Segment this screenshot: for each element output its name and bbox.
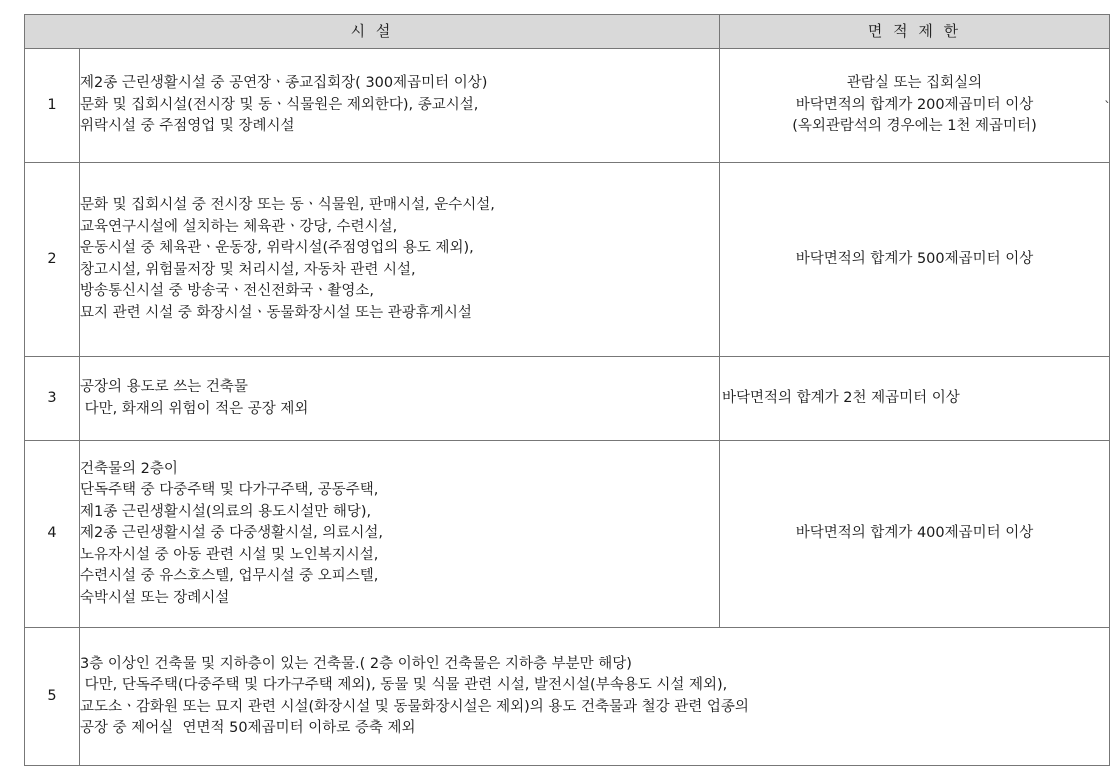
- facility-line: 노유자시설 중 아동 관련 시설 및 노인복지시설,: [80, 546, 379, 563]
- stray-backtick-mark: `: [1104, 100, 1111, 116]
- area-line: 바닥면적의 합계가 400제곱미터 이상: [795, 525, 1034, 542]
- facility-line: 위락시설 중 주점영업 및 장례시설: [80, 118, 295, 135]
- table-row: [25, 49, 1110, 163]
- row-number: 2: [25, 163, 80, 357]
- facility-cell: [80, 357, 720, 441]
- table-header-row: [25, 15, 1110, 49]
- facility-line: 숙박시설 또는 장례시설: [80, 589, 230, 606]
- facility-area-limit-table: [24, 14, 1110, 766]
- facility-line: 수련시설 중 유스호스텔, 업무시설 중 오피스텔,: [80, 568, 379, 585]
- facility-line: 운동시설 중 체육관ㆍ운동장, 위락시설(주점영업의 용도 제외),: [80, 240, 474, 256]
- facility-line: 단독주택 중 다중주택 및 다가구주택, 공동주택,: [80, 482, 379, 499]
- facility-line: 다만, 단독주택(다중주택 및 다가구주택 제외), 동물 및 식물 관련 시설, 발전시설(부속용도 시설 제외),: [80, 677, 728, 693]
- row-number: 3: [25, 357, 80, 441]
- facility-line: 묘지 관련 시설 중 화장시설ㆍ동물화장시설 또는 관광휴게시설: [80, 304, 472, 321]
- area-line: 바닥면적의 합계가 2천 제곱미터 이상: [722, 389, 960, 406]
- area-limit-cell: [720, 441, 1110, 628]
- row-number: 4: [25, 441, 80, 628]
- facility-cell: [80, 49, 720, 163]
- header-area-limit: 면 적 제 한: [720, 15, 1110, 49]
- facility-cell: [80, 441, 720, 628]
- row-number: 1: [25, 49, 80, 163]
- facility-cell: [80, 628, 1110, 766]
- area-limit-cell: [720, 357, 1110, 441]
- facility-line: 문화 및 집회시설(전시장 및 동ㆍ식물원은 제외한다), 종교시설,: [80, 96, 479, 113]
- facility-line: 제1종 근린생활시설(의료의 용도시설만 해당),: [80, 503, 372, 520]
- table-row: [25, 441, 1110, 628]
- area-line: 관람실 또는 집회실의: [846, 75, 983, 92]
- facility-line: 공장의 용도로 쓰는 건축물: [80, 379, 248, 395]
- facility-line: 교도소ㆍ감화원 또는 묘지 관련 시설(화장시설 및 동물화장시설은 제외)의 용도 건축물과 철강 관련 업종의: [80, 698, 749, 715]
- area-line: 바닥면적의 합계가 200제곱미터 이상: [795, 96, 1034, 113]
- facility-line: 다만, 화재의 위험이 적은 공장 제외: [80, 400, 309, 417]
- facility-line: 창고시설, 위험물저장 및 처리시설, 자동차 관련 시설,: [80, 261, 416, 278]
- facility-line: 3층 이상인 건축물 및 지하층이 있는 건축물.( 2층 이하인 건축물은 지하층 부분만 해당): [80, 655, 632, 672]
- facility-line: 제2종 근린생활시설 중 다중생활시설, 의료시설,: [80, 525, 384, 542]
- table-row: [25, 357, 1110, 441]
- facility-line: 건축물의 2층이: [80, 460, 178, 477]
- area-line: (옥외관람석의 경우에는 1천 제곱미터): [792, 118, 1037, 135]
- table-row: [25, 163, 1110, 357]
- header-facility: 시 설: [25, 15, 720, 49]
- row-number: 5: [25, 628, 80, 766]
- facility-line: 공장 중 제어실 연면적 50제곱미터 이하로 증축 제외: [80, 720, 416, 736]
- table-row: [25, 628, 1110, 766]
- area-limit-cell: [720, 49, 1110, 163]
- facility-line: 제2종 근린생활시설 중 공연장ㆍ종교집회장( 300제곱미터 이상): [80, 75, 488, 92]
- facility-cell: [80, 163, 720, 357]
- area-line: 바닥면적의 합계가 500제곱미터 이상: [795, 250, 1034, 267]
- facility-line: 방송통신시설 중 방송국ㆍ전신전화국ㆍ촬영소,: [80, 283, 374, 299]
- facility-line: 교육연구시설에 설치하는 체육관ㆍ강당, 수련시설,: [80, 218, 398, 235]
- facility-line: 문화 및 집회시설 중 전시장 또는 동ㆍ식물원, 판매시설, 운수시설,: [80, 197, 495, 213]
- area-limit-cell: [720, 163, 1110, 357]
